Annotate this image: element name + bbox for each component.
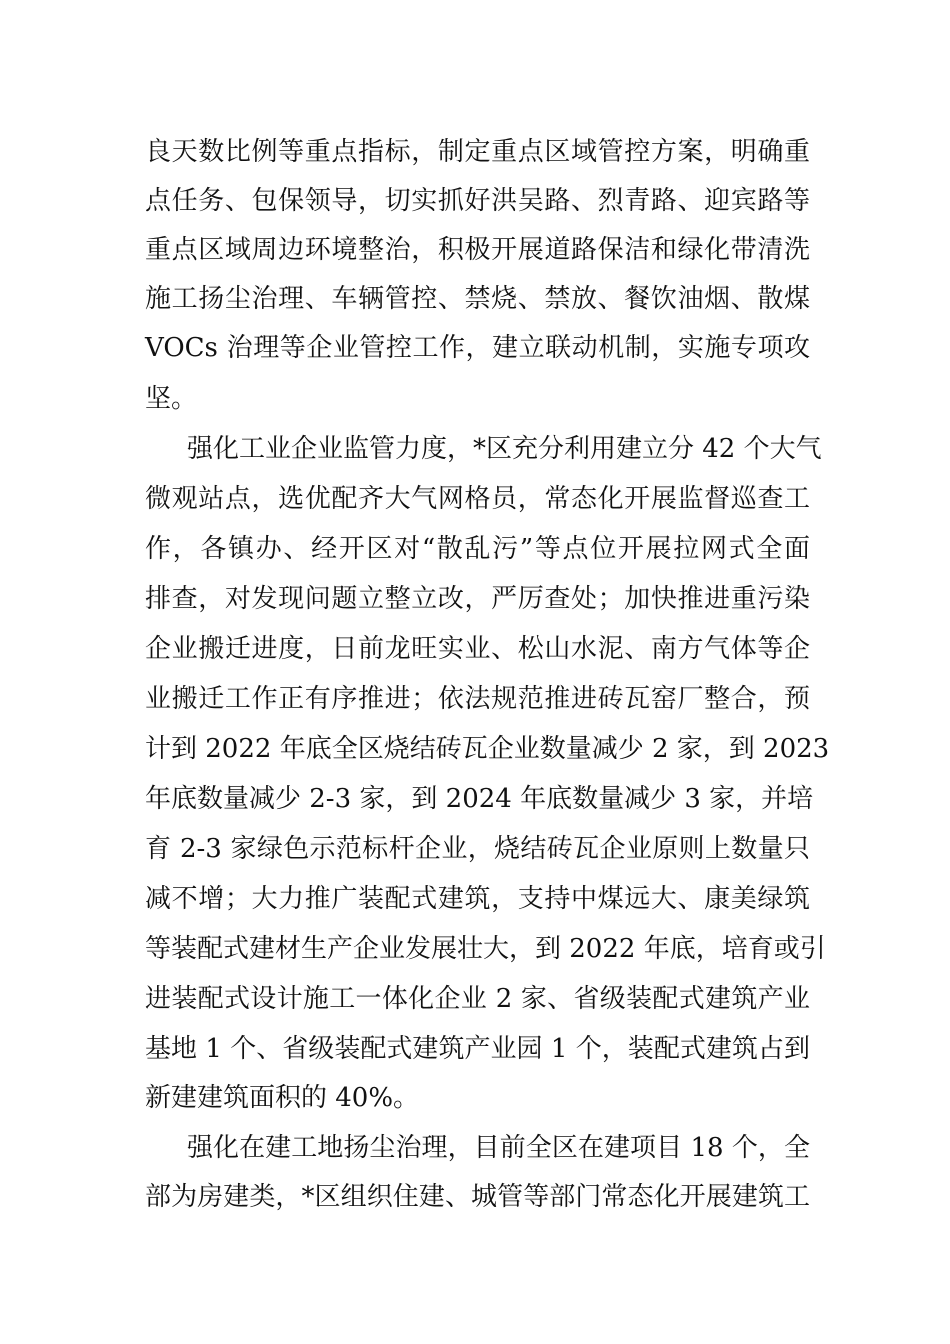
text-line: 点任务、包保领导，切实抓好洪吴路、烈青路、迎宾路等 [145,186,810,216]
text-line: 业搬迁工作正有序推进；依法规范推进砖瓦窑厂整合，预 [145,684,810,714]
text-line: 良天数比例等重点指标，制定重点区域管控方案，明确重 [145,137,810,167]
text-line: 部为房建类，*区组织住建、城管等部门常态化开展建筑工 [145,1182,810,1212]
text-line: 强化在建工地扬尘治理，目前全区在建项目 18 个，全 [187,1133,810,1163]
text-line: 进装配式设计施工一体化企业 2 家、省级装配式建筑产业 [145,984,810,1014]
text-line: 育 2-3 家绿色示范标杆企业，烧结砖瓦企业原则上数量只 [145,834,810,864]
text-line: VOCs 治理等企业管控工作，建立联动机制，实施专项攻 [145,333,810,363]
text-line: 新建建筑面积的 40%。 [145,1083,420,1113]
text-line: 年底数量减少 2-3 家，到 2024 年底数量减少 3 家，并培 [145,784,814,814]
text-line: 强化工业企业监管力度，*区充分利用建立分 42 个大气 [187,434,822,464]
text-line: 重点区域周边环境整治，积极开展道路保洁和绿化带清洗 [145,235,810,265]
text-line: 排查，对发现问题立整立改，严厉查处；加快推进重污染 [145,584,810,614]
text-line: 坚。 [145,384,198,414]
text-line: 基地 1 个、省级装配式建筑产业园 1 个，装配式建筑占到 [145,1034,810,1064]
text-line: 计到 2022 年底全区烧结砖瓦企业数量减少 2 家，到 2023 [145,734,830,764]
text-line: 作，各镇办、经开区对“散乱污”等点位开展拉网式全面 [145,534,810,564]
text-line: 等装配式建材生产企业发展壮大，到 2022 年底，培育或引 [145,934,826,964]
text-line: 微观站点，选优配齐大气网格员，常态化开展监督巡查工 [145,484,810,514]
text-line: 减不增；大力推广装配式建筑，支持中煤远大、康美绿筑 [145,884,810,914]
document-body [145,0,830,1344]
text-line: 施工扬尘治理、车辆管控、禁烧、禁放、餐饮油烟、散煤 [145,284,810,314]
text-line: 企业搬迁进度，日前龙旺实业、松山水泥、南方气体等企 [145,634,810,664]
